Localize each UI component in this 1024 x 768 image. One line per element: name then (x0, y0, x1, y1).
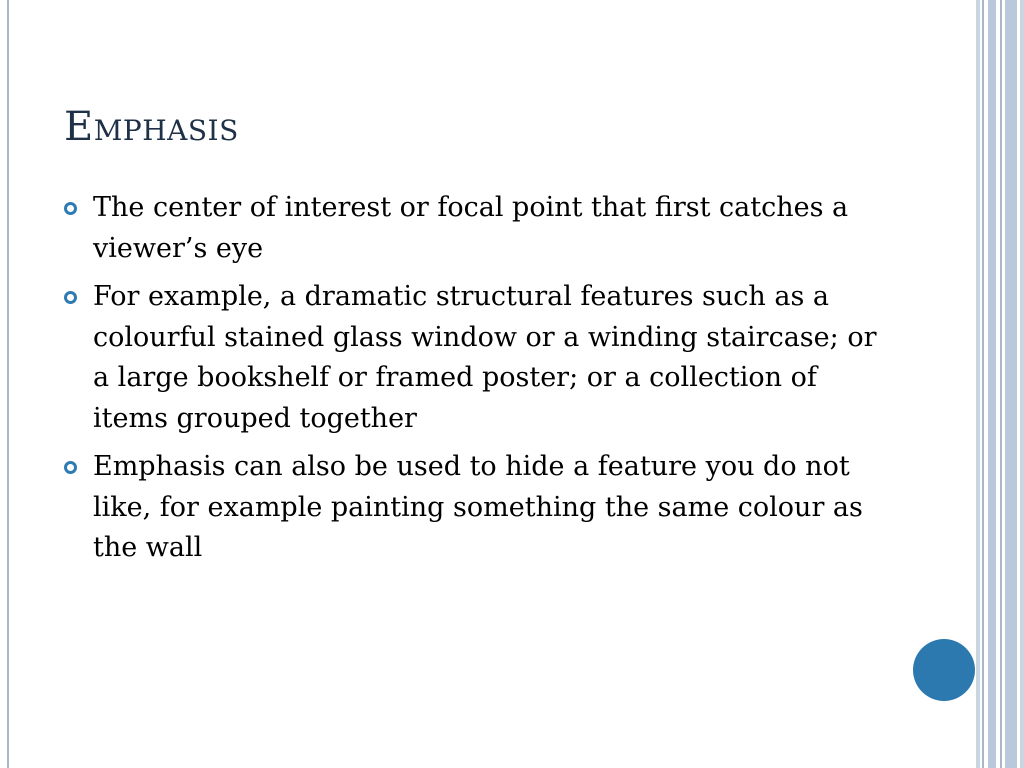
bullet-circle-icon (64, 461, 77, 474)
bullet-list (64, 188, 894, 577)
bullet-item (64, 188, 894, 269)
bullet-item (64, 447, 894, 569)
decorative-circle (913, 639, 975, 701)
left-frame-line (0, 0, 9, 768)
slide-title: Emphasis (64, 104, 239, 150)
bullet-circle-icon (64, 291, 77, 304)
bullet-text: Emphasis can also be used to hide a feature you do not like, for example painting something the same colour as the wall (93, 451, 863, 563)
bullet-text: The center of interest or focal point that first catches a viewer’s eye (93, 192, 849, 264)
bullet-text: For example, a dramatic structural features such as a colourful stained glass window or a winding staircase; or a large bookshelf or framed poster; or a collection of items grouped together (93, 281, 877, 434)
right-decorative-stripes (976, 0, 1024, 768)
bullet-circle-icon (64, 202, 77, 215)
bullet-item (64, 277, 894, 439)
